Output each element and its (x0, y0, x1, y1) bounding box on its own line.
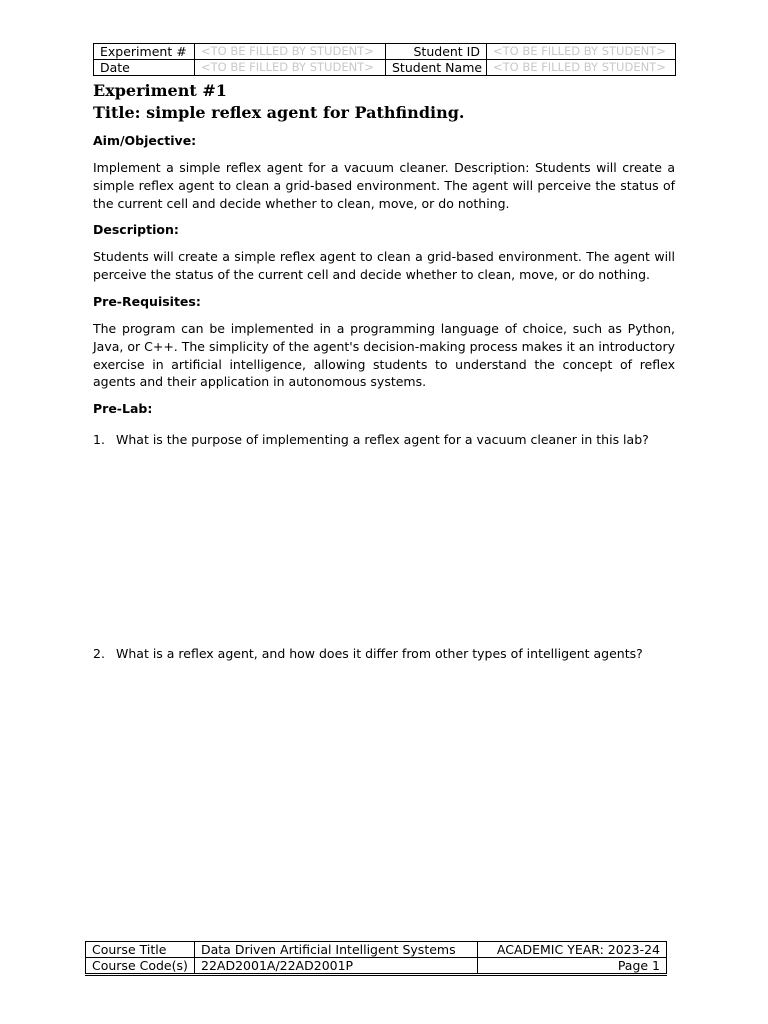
course-code-value: 22AD2001A/22AD2001P (195, 958, 478, 975)
student-name-label: Student Name (386, 60, 487, 76)
academic-year: ACADEMIC YEAR: 2023-24 (478, 942, 667, 958)
footer-row-2 (86, 958, 667, 975)
student-id-field[interactable]: <TO BE FILLED BY STUDENT> (487, 44, 676, 60)
student-name-field[interactable]: <TO BE FILLED BY STUDENT> (487, 60, 676, 76)
student-info-row-2 (94, 60, 676, 76)
footer-row-1 (86, 942, 667, 958)
experiment-title: Title: simple reflex agent for Pathfinding. (93, 103, 465, 122)
student-info-table (93, 43, 676, 76)
prerequisites-text: The program can be implemented in a programming language of choice, such as Python, Java, or C++. The simplicity of the agent's decision-making process makes it an introductory exercise in artificial intelligence, allowing students to understand the concept of reflex agents and their application in autonomous systems. (93, 320, 675, 390)
question-item (93, 431, 675, 449)
question-text: What is a reflex agent, and how does it differ from other types of intelligent agents? (116, 646, 643, 661)
course-title-label: Course Title (86, 942, 195, 958)
course-title-value: Data Driven Artificial Intelligent Systems (195, 942, 478, 958)
experiment-heading: Experiment #1 (93, 81, 227, 100)
student-id-label: Student ID (386, 44, 487, 60)
prelab-heading: Pre-Lab: (93, 401, 153, 417)
student-info-row-1 (94, 44, 676, 60)
question-number: 2. (93, 646, 105, 661)
date-field[interactable]: <TO BE FILLED BY STUDENT> (195, 60, 386, 76)
description-text: Students will create a simple reflex agent to clean a grid-based environment. The agent will perceive the status of the current cell and decide whether to clean, move, or do nothing. (93, 249, 675, 283)
experiment-number-label: Experiment # (94, 44, 195, 60)
experiment-number-field[interactable]: <TO BE FILLED BY STUDENT> (195, 44, 386, 60)
description-heading: Description: (93, 222, 179, 238)
question-number: 1. (93, 432, 105, 447)
question-item (93, 645, 675, 663)
date-label: Date (94, 60, 195, 76)
course-code-label: Course Code(s) (86, 958, 195, 975)
document-body (93, 80, 675, 427)
prerequisites-heading: Pre-Requisites: (93, 293, 201, 309)
aim-heading: Aim/Objective: (93, 133, 197, 148)
page-number: Page 1 (478, 958, 667, 975)
question-text: What is the purpose of implementing a reflex agent for a vacuum cleaner in this lab? (116, 432, 649, 447)
aim-text: Implement a simple reflex agent for a vacuum cleaner. Description: Students will create a simple reflex agent to clean a grid-based environment. The agent will perceive the status of the current cell and decide whether to clean, move, or do nothing. (93, 160, 675, 211)
course-footer-table (85, 941, 667, 976)
